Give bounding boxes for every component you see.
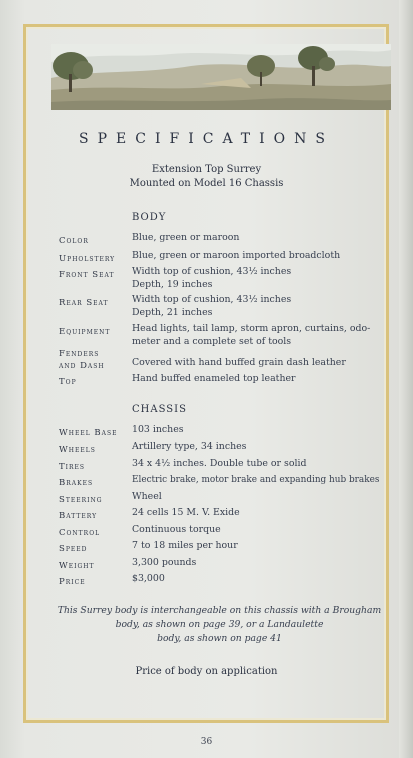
spec-value: 34 x 4½ inches. Double tube or solid [132,458,307,469]
spec-label: Rear Seat [59,298,109,308]
spec-value: Wheel [132,491,162,502]
spec-value: Depth, 19 inches [132,279,213,290]
spec-label: Battery [59,511,98,521]
page-number: 36 [200,737,213,747]
spec-label: Wheel Base [59,428,118,438]
spec-label: Upholstery [59,254,116,264]
price-note: Price of body on application [135,666,278,677]
spec-value: 103 inches [132,424,184,435]
spec-value: Covered with hand buffed grain dash leather [132,357,346,368]
spec-label: and Dash [59,361,105,371]
spec-label: Front Seat [59,270,115,280]
spec-label: Tires [59,462,86,472]
spec-value: Continuous torque [132,524,221,535]
spec-value: 24 cells 15 M. V. Exide [132,507,240,518]
spec-label: Top [59,377,77,387]
spec-label: Steering [59,495,103,505]
spec-value: Head lights, tail lamp, storm apron, curtains, odo- [132,323,371,334]
spec-value: 7 to 18 miles per hour [132,540,238,551]
interchangeable-note-line-1: This Surrey body is interchangeable on this chassis with a Brougham [57,605,382,616]
spec-value: 3,300 pounds [132,557,197,568]
spec-value: Electric brake, motor brake and expanding hub brakes [132,475,380,485]
spec-label: Wheels [59,445,96,455]
landscape-illustration [51,44,391,110]
spec-label: Equipment [59,327,111,337]
interchangeable-note-line-2: body, as shown on page 39, or a Landaulette [115,619,324,630]
spec-value: Width top of cushion, 43½ inches [132,294,292,305]
spec-value: meter and a complete set of tools [132,336,292,347]
spec-value: Blue, green or maroon imported broadcloth [132,250,341,261]
spec-label: Control [59,528,101,538]
spec-value: Artillery type, 34 inches [132,441,247,452]
spec-value: Depth, 21 inches [132,307,213,318]
spec-label: Color [59,236,89,246]
spec-label: Price [59,577,86,587]
spec-label: Fenders [59,349,100,359]
section-title-body: BODY [132,212,167,223]
spec-value: Blue, green or maroon [132,232,240,243]
page-gutter [399,0,413,758]
subtitle-line-2: Mounted on Model 16 Chassis [129,178,284,189]
spec-label: Speed [59,544,88,554]
section-title-chassis: CHASSIS [132,404,187,415]
spec-value: Width top of cushion, 43½ inches [132,266,292,277]
subtitle-line-1: Extension Top Surrey [151,164,262,175]
spec-label: Weight [59,561,95,571]
spec-label: Brakes [59,478,94,488]
spec-value: $3,000 [132,573,165,584]
interchangeable-note-line-3: body, as shown on page 41 [157,633,282,644]
page-title: SPECIFICATIONS [79,131,334,147]
spec-value: Hand buffed enameled top leather [132,373,296,384]
